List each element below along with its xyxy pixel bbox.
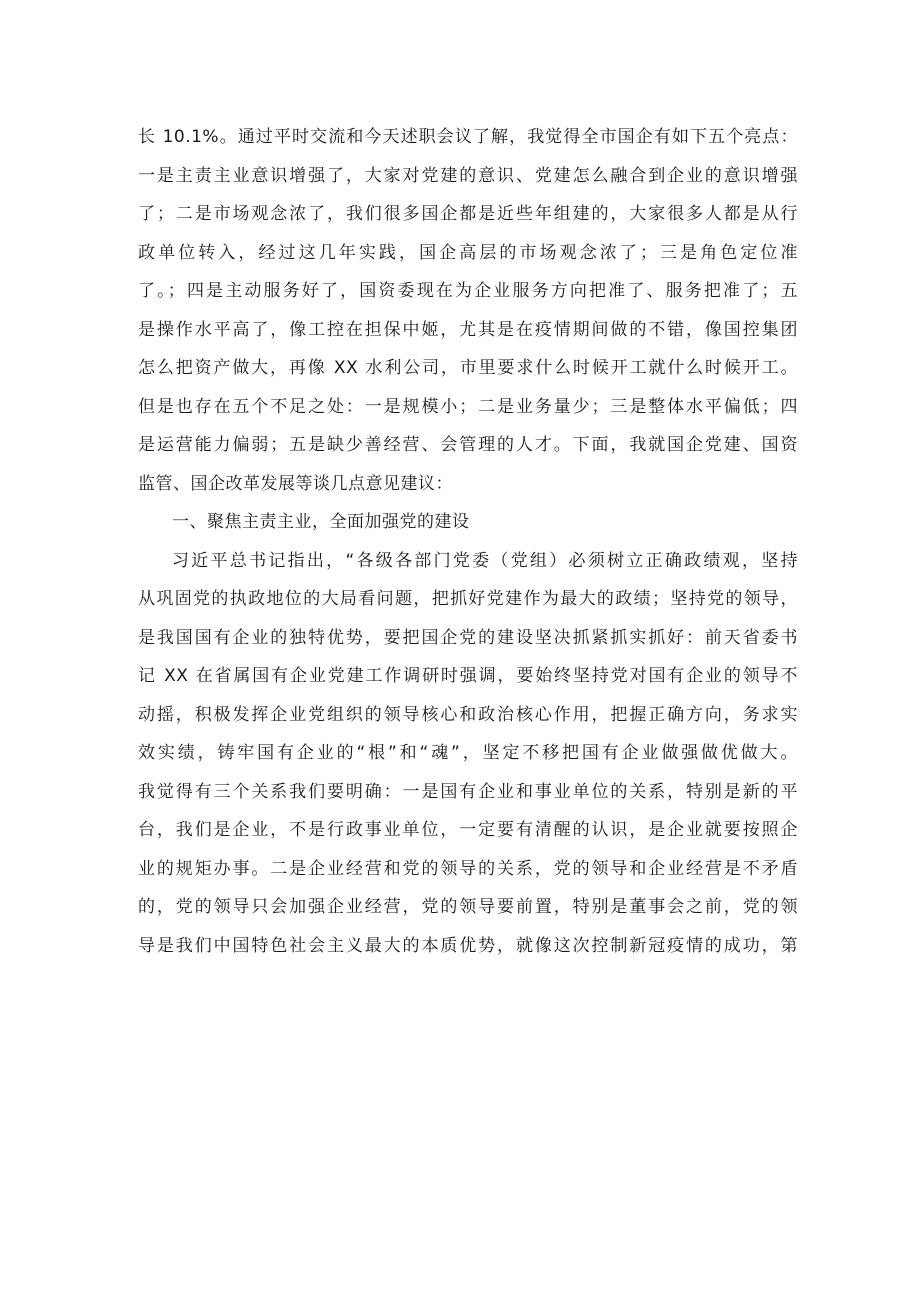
text-line: 记 XX 在省属国有企业党建工作调研时强调，要始终坚持党对国有企业的领导不 [138, 666, 798, 686]
text-line: 是操作水平高了，像工控在担保中姬，尤其是在疫情期间做的不错，像国控集团 [138, 319, 798, 340]
text-line: 效实绩，铸牢国有企业的“根”和“魂”，坚定不移把国有企业做强做优做大。 [138, 743, 798, 763]
text-line: 长 10.1%。通过平时交流和今天述职会议了解，我觉得全市国企有如下五个亮点： [138, 127, 798, 147]
document-body [138, 118, 798, 965]
text-line: 政单位转入，经过这几年实践，国企高层的市场观念浓了；三是角色定位准 [138, 242, 798, 263]
text-line: 习近平总书记指出，“各级各部门党委（党组）必须树立正确政绩观，坚持 [172, 550, 798, 571]
text-line: 的，党的领导只会加强企业经营，党的领导要前置，特别是董事会之前，党的领 [138, 897, 798, 917]
text-line: 我觉得有三个关系我们要明确：一是国有企业和事业单位的关系，特别是新的平 [138, 781, 798, 802]
text-line: 导是我们中国特色社会主义最大的本质优势，就像这次控制新冠疫情的成功，第 [138, 935, 798, 956]
text-line: 了。；四是主动服务好了，国资委现在为企业服务方向把准了、服务把准了；五 [138, 281, 798, 301]
text-line: 但是也存在五个不足之处：一是规模小；二是业务量少；三是整体水平偏低；四 [138, 396, 798, 417]
text-line: 动摇，积极发挥企业党组织的领导核心和政治核心作用，把握正确方向，务求实 [138, 704, 798, 725]
text-line: 业的规矩办事。二是企业经营和党的领导的关系，党的领导和企业经营是不矛盾 [138, 858, 798, 879]
text-line: 怎么把资产做大，再像 XX 水利公司，市里要求什么时候开工就什么时候开工。 [138, 358, 798, 378]
text-line: 从巩固党的执政地位的大局看问题，把抓好党建作为最大的政绩；坚持党的领导， [138, 589, 798, 609]
text-line: 是运营能力偏弱；五是缺少善经营、会管理的人才。下面，我就国企党建、国资 [138, 435, 798, 455]
text-line: 监管、国企改革发展等谈几点意见建议： [138, 473, 453, 494]
text-line: 台，我们是企业，不是行政事业单位，一定要有清醒的认识，是企业就要按照企 [138, 820, 798, 840]
text-line: 了；二是市场观念浓了，我们很多国企都是近些年组建的，大家很多人都是从行 [138, 204, 798, 224]
section-heading: 一、聚焦主责主业，全面加强党的建设 [172, 512, 470, 532]
text-line: 一是主责主业意识增强了，大家对党建的意识、党建怎么融合到企业的意识增强 [138, 165, 798, 186]
text-line: 是我国国有企业的独特优势，要把国企党的建设坚决抓紧抓实抓好：前天省委书 [138, 627, 798, 648]
